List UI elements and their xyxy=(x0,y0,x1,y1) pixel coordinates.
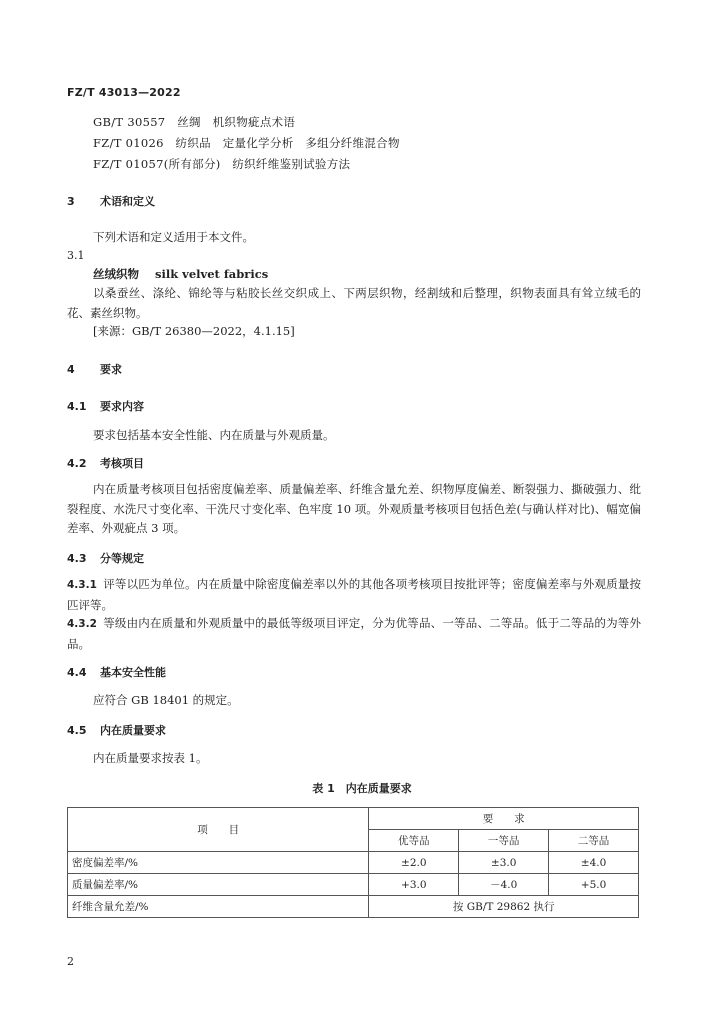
section-title: 要求内容 xyxy=(100,400,144,413)
term-chinese: 丝绒织物 xyxy=(93,267,139,281)
table-1-title: 表 1 内在质量要求 xyxy=(312,782,412,795)
section-number: 4.1 xyxy=(67,400,87,413)
section-4-5-text: 内在质量要求按表 1。 xyxy=(93,751,208,765)
term-number: 3.1 xyxy=(67,249,85,262)
section-number: 4 xyxy=(67,363,75,376)
section-4-5-heading xyxy=(67,722,166,738)
section-number: 3 xyxy=(67,195,75,208)
table-row xyxy=(68,852,639,874)
section-4-2-heading xyxy=(67,455,144,471)
section-number: 4.5 xyxy=(67,724,87,737)
section-4-3-1 xyxy=(67,575,641,615)
row-value: ±4.0 xyxy=(549,852,639,874)
section-4-4-heading xyxy=(67,664,166,680)
column-header-grade-premium: 优等品 xyxy=(369,830,459,852)
section-title: 内在质量要求 xyxy=(100,724,166,737)
clause-text: 评等以匹为单位。内在质量中除密度偏差率以外的其他各项考核项目按批评等；密度偏差率与外观质量按匹评等。 xyxy=(67,577,641,612)
document-code: FZ/T 43013—2022 xyxy=(67,86,181,99)
column-header-grade-second: 二等品 xyxy=(549,830,639,852)
clause-number: 4.3.2 xyxy=(67,618,97,630)
section-number: 4.3 xyxy=(67,552,87,565)
reference-gb-t-30557: GB/T 30557 丝绸 机织物疵点术语 xyxy=(93,115,296,129)
term-source: [来源：GB/T 26380—2022，4.1.15] xyxy=(93,324,295,338)
term-title xyxy=(93,266,268,282)
reference-fz-t-01026: FZ/T 01026 纺织品 定量化学分析 多组分纤维混合物 xyxy=(93,136,400,150)
section-number: 4.2 xyxy=(67,457,87,470)
clause-text: 等级由内在质量和外观质量中的最低等级项目评定，分为优等品、一等品、二等品。低于二等品的为等外品。 xyxy=(67,616,641,651)
reference-fz-t-01057: FZ/T 01057(所有部分) 纺织纤维鉴别试验方法 xyxy=(93,157,351,171)
row-item-label: 质量偏差率/% xyxy=(68,874,369,896)
section-4-2-text: 内在质量考核项目包括密度偏差率、质量偏差率、纤维含量允差、织物厚度偏差、断裂强力、撕破强力、纰裂程度、水洗尺寸变化率、干洗尺寸变化率、色牢度 10 项。外观质量考核项目包括色差(与确认样对比)、幅宽偏差率、外观疵点 3 项。 xyxy=(67,482,641,535)
section-4-3-heading xyxy=(67,550,144,566)
row-value: ±2.0 xyxy=(369,852,459,874)
page-number: 2 xyxy=(67,955,74,968)
section-4-4-text: 应符合 GB 18401 的规定。 xyxy=(93,693,239,707)
row-value: －4.0 xyxy=(459,874,549,896)
section-4-1-heading xyxy=(67,398,144,414)
section-3-intro: 下列术语和定义适用于本文件。 xyxy=(93,230,254,244)
term-definition: 以桑蚕丝、涤纶、锦纶等与粘胶长丝交织成上、下两层织物，经割绒和后整理，织物表面具有耸立绒毛的花、素丝织物。 xyxy=(67,286,641,320)
row-item-label: 纤维含量允差/% xyxy=(68,896,369,918)
row-value: 按 GB/T 29862 执行 xyxy=(369,896,639,918)
section-number: 4.4 xyxy=(67,666,87,679)
section-title: 考核项目 xyxy=(100,457,144,470)
section-4-3-2 xyxy=(67,614,641,654)
section-title: 分等规定 xyxy=(100,552,144,565)
section-4-heading xyxy=(67,361,122,377)
section-4-1-text: 要求包括基本安全性能、内在质量与外观质量。 xyxy=(93,428,335,442)
column-header-item: 项 目 xyxy=(68,808,369,852)
section-title: 基本安全性能 xyxy=(100,666,166,679)
section-3-heading xyxy=(67,193,155,209)
section-title: 要求 xyxy=(100,363,122,376)
row-value: +3.0 xyxy=(369,874,459,896)
column-header-requirement: 要 求 xyxy=(369,808,639,830)
table-row xyxy=(68,874,639,896)
column-header-grade-first: 一等品 xyxy=(459,830,549,852)
term-english: silk velvet fabrics xyxy=(155,267,269,281)
clause-number: 4.3.1 xyxy=(67,579,97,591)
quality-requirements-table xyxy=(67,807,639,918)
section-title: 术语和定义 xyxy=(100,195,155,208)
table-row xyxy=(68,896,639,918)
row-item-label: 密度偏差率/% xyxy=(68,852,369,874)
row-value: ±3.0 xyxy=(459,852,549,874)
row-value: +5.0 xyxy=(549,874,639,896)
